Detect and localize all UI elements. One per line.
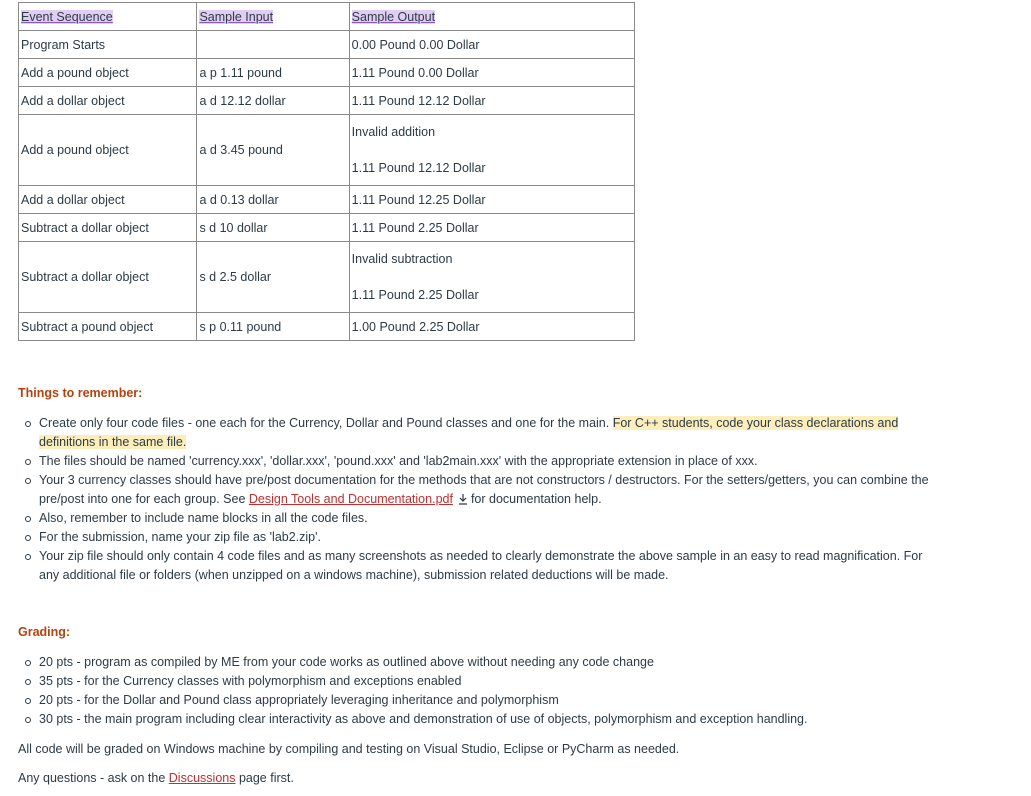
header-event-sequence: Event Sequence — [19, 3, 197, 31]
input-cell: a p 1.11 pound — [197, 59, 349, 87]
output-cell: 1.11 Pound 12.12 Dollar — [349, 87, 634, 115]
output-cell: 1.11 Pound 12.25 Dollar — [349, 186, 634, 214]
header-sample-output: Sample Output — [349, 3, 634, 31]
table-row — [19, 87, 635, 115]
list-item: 20 pts - for the Dollar and Pound class appropriately leveraging inheritance and polymorphism — [39, 691, 939, 710]
grading-list — [18, 653, 939, 729]
event-cell: Add a dollar object — [19, 186, 197, 214]
input-cell: s d 2.5 dollar — [197, 242, 349, 313]
output-cell: 1.11 Pound 0.00 Dollar — [349, 59, 634, 87]
output-line: Invalid addition — [351, 125, 436, 139]
list-item: The files should be named 'currency.xxx', 'dollar.xxx', 'pound.xxx' and 'lab2main.xxx' with the appropriate extension in place of xxx. — [39, 452, 939, 471]
remember-list — [18, 414, 939, 585]
input-cell — [197, 31, 349, 59]
discussions-link[interactable]: Discussions — [168, 771, 236, 785]
event-cell: Subtract a pound object — [19, 313, 197, 341]
output-cell — [349, 242, 634, 313]
event-cell: Add a dollar object — [19, 87, 197, 115]
list-item: Create only four code files - one each for the Currency, Dollar and Pound classes and one for the main. For C++ students, code your class declarations and definitions in the same file. — [39, 414, 939, 452]
event-table — [18, 2, 635, 341]
event-cell: Subtract a dollar object — [19, 242, 197, 313]
output-cell: 0.00 Pound 0.00 Dollar — [349, 31, 634, 59]
event-cell: Add a pound object — [19, 59, 197, 87]
input-cell: s p 0.11 pound — [197, 313, 349, 341]
highlighted-text: For C++ students, code your class declarations and definitions in the same file. — [39, 416, 899, 449]
table-row — [19, 31, 635, 59]
table-row — [19, 313, 635, 341]
output-cell: 1.00 Pound 2.25 Dollar — [349, 313, 634, 341]
table-header-row — [19, 3, 635, 31]
event-cell: Subtract a dollar object — [19, 214, 197, 242]
grading-title: Grading: — [18, 625, 71, 639]
questions-note: Any questions - ask on the Discussions page first. — [18, 771, 294, 785]
input-cell: a d 3.45 pound — [197, 115, 349, 186]
list-item: For the submission, name your zip file as 'lab2.zip'. — [39, 528, 939, 547]
event-cell: Add a pound object — [19, 115, 197, 186]
list-item: Your zip file should only contain 4 code files and as many screenshots as needed to clearly demonstrate the above sample in an easy to read magnification. For any additional file or folders (when unzipped on a windows machine), submission related deductions will be made. — [39, 547, 939, 585]
output-line: 1.11 Pound 2.25 Dollar — [351, 288, 479, 302]
design-tools-pdf-link[interactable]: Design Tools and Documentation.pdf — [248, 492, 453, 506]
output-line: Invalid subtraction — [351, 252, 453, 266]
grading-note: All code will be graded on Windows machine by compiling and testing on Visual Studio, Eclipse or PyCharm as needed. — [18, 742, 680, 756]
input-cell: s d 10 dollar — [197, 214, 349, 242]
list-item: 35 pts - for the Currency classes with polymorphism and exceptions enabled — [39, 672, 939, 691]
list-item: Also, remember to include name blocks in all the code files. — [39, 509, 939, 528]
input-cell: a d 0.13 dollar — [197, 186, 349, 214]
table-row — [19, 59, 635, 87]
remember-title: Things to remember: — [18, 386, 143, 400]
list-item: 30 pts - the main program including clear interactivity as above and demonstration of use of objects, polymorphism and exception handling. — [39, 710, 939, 729]
input-cell: a d 12.12 dollar — [197, 87, 349, 115]
table-row — [19, 214, 635, 242]
table-row — [19, 115, 635, 186]
list-item: 20 pts - program as compiled by ME from your code works as outlined above without needing any code change — [39, 653, 939, 672]
output-cell: 1.11 Pound 2.25 Dollar — [349, 214, 634, 242]
table-row — [19, 186, 635, 214]
table-row — [19, 242, 635, 313]
download-icon[interactable] — [457, 493, 469, 505]
event-cell: Program Starts — [19, 31, 197, 59]
output-cell — [349, 115, 634, 186]
output-line: 1.11 Pound 12.12 Dollar — [351, 161, 486, 175]
header-sample-input: Sample Input — [197, 3, 349, 31]
list-item: Your 3 currency classes should have pre/post documentation for the methods that are not constructors / destructors. For the setters/getters, you can combine the pre/post into one for each group. See Design Tools and Documentation.pdf for documentation help. — [39, 471, 939, 509]
